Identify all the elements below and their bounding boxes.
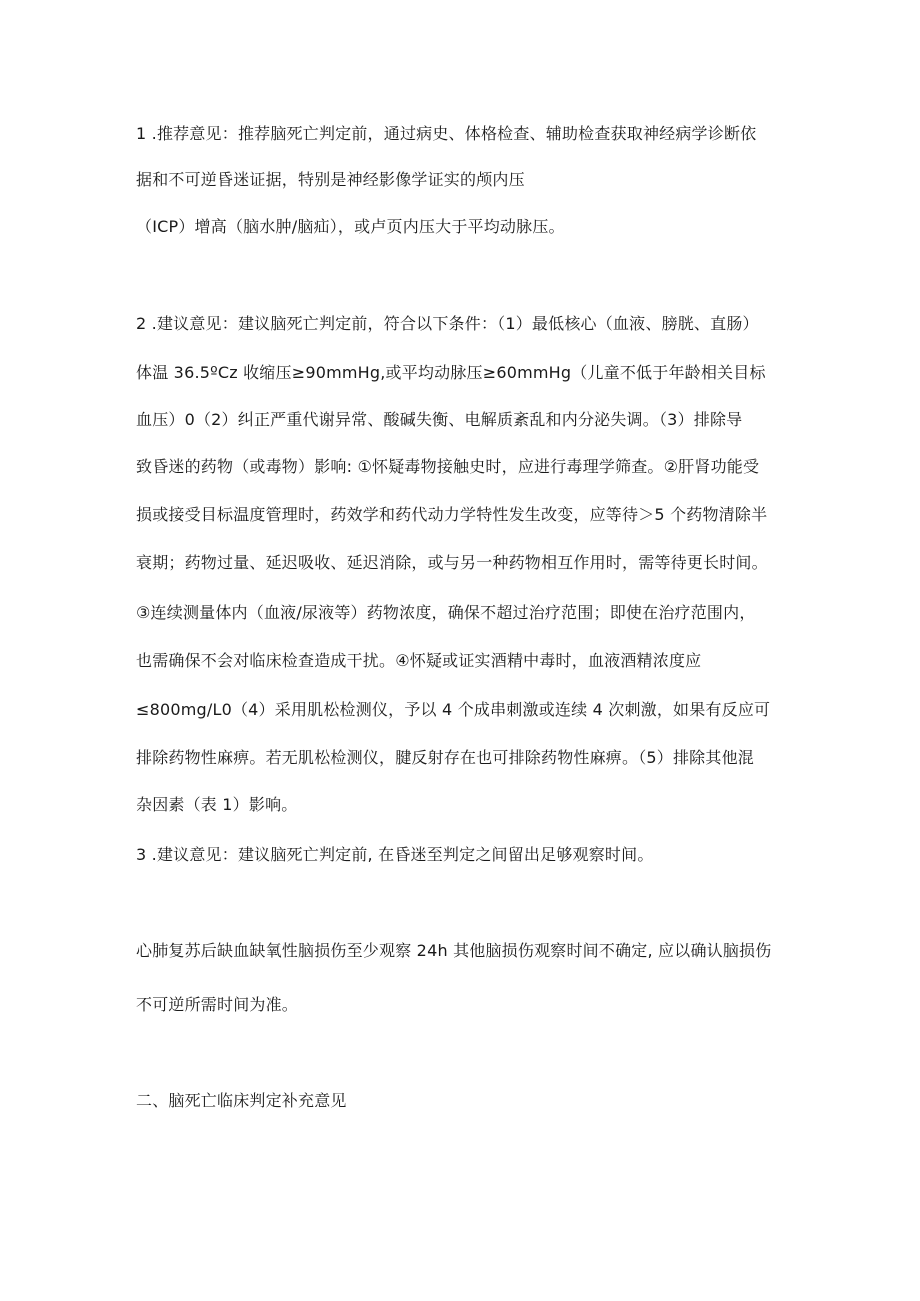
paragraph-3-line-1: 3 .建议意见：建议脑死亡判定前, 在昏迷至判定之间留出足够观察时间。 <box>136 845 654 864</box>
paragraph-4-line-2: 不可逆所需时间为准。 <box>136 995 299 1014</box>
paragraph-1-line-3: （ICP）增高（脑水肿/脑疝），或卢页内压大于平均动脉压。 <box>136 217 565 236</box>
section-heading: 二、脑死亡临床判定补充意见 <box>136 1091 347 1110</box>
paragraph-2-line-1: 2 .建议意见：建议脑死亡判定前，符合以下条件：（1）最低核心（血液、膀胱、直肠） <box>136 314 759 333</box>
paragraph-1-line-1: 1 .推荐意见：推荐脑死亡判定前，通过病史、体格检查、辅助检查获取神经病学诊断依 <box>136 124 757 143</box>
paragraph-1-line-2: 据和不可逆昏迷证据，特别是神经影像学证实的颅内压 <box>136 170 525 189</box>
paragraph-2-line-10: 排除药物性麻痹。若无肌松检测仪，腱反射存在也可排除药物性麻痹。（5）排除其他混 <box>136 748 754 767</box>
paragraph-2-line-2: 体温 36.5ºCz 收缩压≥90mmHg,或平均动脉压≥60mmHg（儿童不低于年龄相关目标 <box>136 363 766 382</box>
paragraph-2-line-6: 衰期；药物过量、延迟吸收、延迟消除，或与另一种药物相互作用时，需等待更长时间。 <box>136 553 768 572</box>
paragraph-2-line-5: 损或接受目标温度管理时，药效学和药代动力学特性发生改变，应等待＞5 个药物清除半 <box>136 505 768 524</box>
paragraph-2-line-11: 杂因素（表 1）影响。 <box>136 795 298 814</box>
paragraph-2-line-4: 致昏迷的药物（或毒物）影响: ①怀疑毒物接触史时，应进行毒理学筛查。②肝肾功能受 <box>136 457 760 476</box>
paragraph-4-line-1: 心肺复苏后缺血缺氧性脑损伤至少观察 24h 其他脑损伤观察时间不确定, 应以确认脑损伤 <box>136 941 772 960</box>
paragraph-2-line-3: 血压）0（2）纠正严重代谢异常、酸碱失衡、电解质紊乱和内分泌失调。（3）排除导 <box>136 410 743 429</box>
paragraph-2-line-8: 也需确保不会对临床检查造成干扰。④怀疑或证实酒精中毒时，血液酒精浓度应 <box>136 651 702 670</box>
paragraph-2-line-9: ≤800mg/L0（4）采用肌松检测仪，予以 4 个成串刺激或连续 4 次刺激，如果有反应可 <box>136 700 771 719</box>
paragraph-2-line-7: ③连续测量体内（血液/尿液等）药物浓度，确保不超过治疗范围；即使在治疗范围内， <box>136 603 756 622</box>
